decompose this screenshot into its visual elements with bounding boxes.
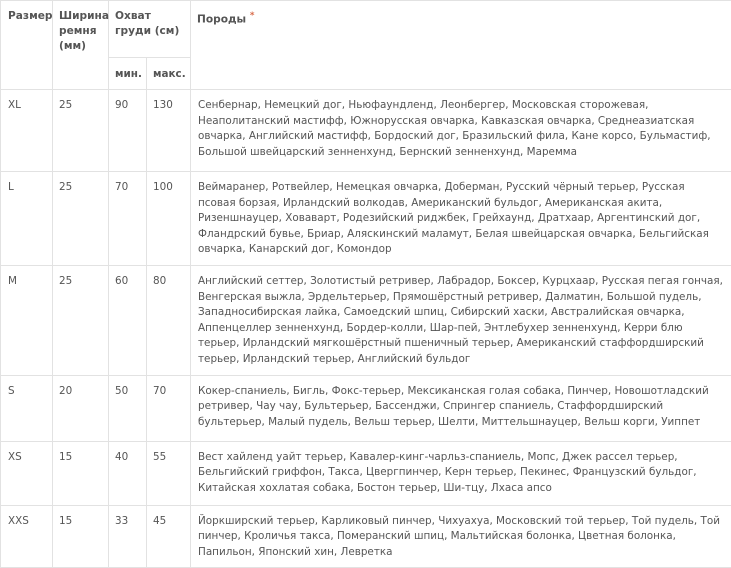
table-row xyxy=(1,375,731,441)
cell-breeds: Йоркширский терьер, Карликовый пинчер, Чихуахуа, Московский той терьер, Той пудель, Той пинчер, Кроличья такса, Померанский шпиц, Мальтийская болонка, Цветная болонка, Папильон, Японский хин, Левретка xyxy=(191,505,731,568)
header-max: макс. xyxy=(147,58,191,90)
cell-size: XXS xyxy=(1,505,53,568)
cell-breeds: Кокер-спаниель, Бигль, Фокс-терьер, Мексиканская голая собака, Пинчер, Новошотладский ретривер, Чау чау, Бультерьер, Бассенджи, Спрингер спаниель, Стаффордширский бультерьер, Малый пудель, Вельш терьер, Шелти, Миттельшнауцер, Вельш корги, Уиппет xyxy=(191,375,731,441)
cell-strap: 25 xyxy=(53,265,109,375)
cell-min: 70 xyxy=(109,172,147,266)
cell-size: XL xyxy=(1,90,53,172)
cell-min: 40 xyxy=(109,441,147,505)
footnote-mark: * xyxy=(250,11,255,21)
cell-breeds: Вест хайленд уайт терьер, Кавалер-кинг-чарльз-спаниель, Мопс, Джек рассел терьер, Бельгийский гриффон, Такса, Цвергпинчер, Керн терьер, Пекинес, Французский бульдог, Китайская хохлатая собака, Бостон терьер, Ши-тцу, Лхаса апсо xyxy=(191,441,731,505)
cell-min: 50 xyxy=(109,375,147,441)
cell-max: 45 xyxy=(147,505,191,568)
cell-min: 60 xyxy=(109,265,147,375)
table-row xyxy=(1,172,731,266)
cell-strap: 15 xyxy=(53,505,109,568)
cell-max: 130 xyxy=(147,90,191,172)
cell-breeds: Английский сеттер, Золотистый ретривер, Лабрадор, Боксер, Курцхаар, Русская пегая гончая, Венгерская выжла, Эрдельтерьер, Прямошёрстный ретривер, Далматин, Большой пудель, Западносибирская лайка, Самоедский шпиц, Сибирский хаски, Австралийская овчарка, Аппенцеллер зенненхунд, Бордер-колли, Шар-пей, Энтлебухер зенненхунд, Керри блю терьер, Ирландский мягкошёрстный пшеничный терьер, Американский стаффордширский терьер, Ирландский терьер, Английский бульдог xyxy=(191,265,731,375)
cell-strap: 20 xyxy=(53,375,109,441)
cell-strap: 15 xyxy=(53,441,109,505)
header-strap-width: Ширина ремня (мм) xyxy=(53,1,109,90)
table-row xyxy=(1,90,731,172)
cell-size: XS xyxy=(1,441,53,505)
cell-size: M xyxy=(1,265,53,375)
header-breeds xyxy=(191,1,731,90)
header-row xyxy=(1,1,731,58)
cell-size: L xyxy=(1,172,53,266)
cell-size: S xyxy=(1,375,53,441)
cell-strap: 25 xyxy=(53,172,109,266)
table-row xyxy=(1,441,731,505)
cell-breeds: Сенбернар, Немецкий дог, Ньюфаундленд, Леонбергер, Московская сторожевая, Неаполитанский мастифф, Южнорусская овчарка, Кавказская овчарка, Среднеазиатская овчарка, Английский мастифф, Бордоский дог, Бразильский фила, Кане корсо, Бульмастиф, Большой швейцарский зенненхунд, Бернский зенненхунд, Маремма xyxy=(191,90,731,172)
cell-min: 33 xyxy=(109,505,147,568)
cell-max: 80 xyxy=(147,265,191,375)
cell-max: 100 xyxy=(147,172,191,266)
table-row xyxy=(1,265,731,375)
cell-max: 70 xyxy=(147,375,191,441)
header-breeds-label: Породы xyxy=(197,14,246,26)
table-row xyxy=(1,505,731,568)
header-size: Размер xyxy=(1,1,53,90)
cell-min: 90 xyxy=(109,90,147,172)
header-chest-girth: Охват груди (см) xyxy=(109,1,191,58)
cell-breeds: Веймаранер, Ротвейлер, Немецкая овчарка, Доберман, Русский чёрный терьер, Русская псовая борзая, Ирландский волкодав, Американский бульдог, Американская акита, Ризеншнауцер, Ховаварт, Родезийский риджбек, Грейхаунд, Дратхаар, Аргентинский дог, Фландрский бувье, Бриар, Аляскинский маламут, Белая швейцарская овчарка, Бельгийская овчарка, Канарский дог, Комондор xyxy=(191,172,731,266)
cell-max: 55 xyxy=(147,441,191,505)
cell-strap: 25 xyxy=(53,90,109,172)
header-min: мин. xyxy=(109,58,147,90)
